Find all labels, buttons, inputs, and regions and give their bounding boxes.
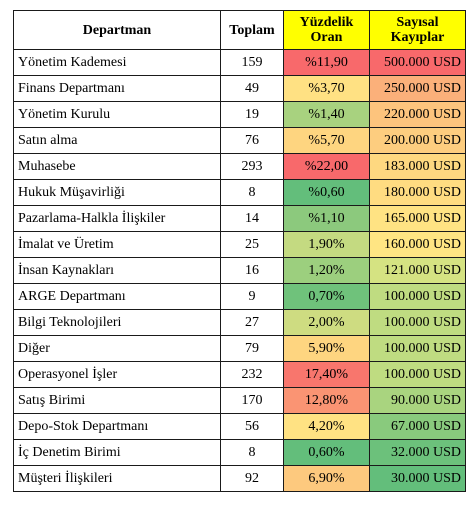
table-row — [14, 388, 466, 414]
percent-cell: %22,00 — [284, 154, 370, 180]
department-cell: Müşteri İlişkileri — [14, 466, 221, 492]
table-row — [14, 440, 466, 466]
table-row — [14, 232, 466, 258]
total-cell: 8 — [221, 440, 284, 466]
table-row — [14, 50, 466, 76]
department-cell: İç Denetim Birimi — [14, 440, 221, 466]
header-loss-line1: Sayısal — [396, 15, 439, 30]
department-loss-table — [13, 10, 466, 492]
loss-cell: 100.000 USD — [370, 362, 466, 388]
header-loss-line2: Kayıplar — [390, 30, 445, 45]
loss-cell: 90.000 USD — [370, 388, 466, 414]
department-cell: Operasyonel İşler — [14, 362, 221, 388]
table-row — [14, 466, 466, 492]
table-row — [14, 102, 466, 128]
loss-cell: 67.000 USD — [370, 414, 466, 440]
department-cell: Bilgi Teknolojileri — [14, 310, 221, 336]
percent-cell: 17,40% — [284, 362, 370, 388]
percent-cell: %11,90 — [284, 50, 370, 76]
department-cell: İnsan Kaynakları — [14, 258, 221, 284]
percent-cell: 1,20% — [284, 258, 370, 284]
total-cell: 25 — [221, 232, 284, 258]
loss-cell: 121.000 USD — [370, 258, 466, 284]
department-cell: Yönetim Kademesi — [14, 50, 221, 76]
total-cell: 92 — [221, 466, 284, 492]
header-loss — [370, 11, 466, 50]
department-cell: Satın alma — [14, 128, 221, 154]
department-cell: Muhasebe — [14, 154, 221, 180]
table-row — [14, 154, 466, 180]
loss-cell: 220.000 USD — [370, 102, 466, 128]
total-cell: 49 — [221, 76, 284, 102]
percent-cell: 0,70% — [284, 284, 370, 310]
total-cell: 293 — [221, 154, 284, 180]
department-cell: İmalat ve Üretim — [14, 232, 221, 258]
percent-cell: 4,20% — [284, 414, 370, 440]
total-cell: 8 — [221, 180, 284, 206]
department-cell: Pazarlama-Halkla İlişkiler — [14, 206, 221, 232]
department-cell: Yönetim Kurulu — [14, 102, 221, 128]
percent-cell: 6,90% — [284, 466, 370, 492]
loss-cell: 32.000 USD — [370, 440, 466, 466]
department-cell: ARGE Departmanı — [14, 284, 221, 310]
percent-cell: %5,70 — [284, 128, 370, 154]
total-cell: 19 — [221, 102, 284, 128]
table-row — [14, 206, 466, 232]
percent-cell: %1,40 — [284, 102, 370, 128]
loss-cell: 180.000 USD — [370, 180, 466, 206]
loss-cell: 160.000 USD — [370, 232, 466, 258]
department-cell: Satış Birimi — [14, 388, 221, 414]
total-cell: 232 — [221, 362, 284, 388]
percent-cell: 1,90% — [284, 232, 370, 258]
percent-cell: 12,80% — [284, 388, 370, 414]
department-cell: Depo-Stok Departmanı — [14, 414, 221, 440]
percent-cell: %1,10 — [284, 206, 370, 232]
total-cell: 14 — [221, 206, 284, 232]
loss-cell: 500.000 USD — [370, 50, 466, 76]
total-cell: 56 — [221, 414, 284, 440]
loss-cell: 100.000 USD — [370, 336, 466, 362]
department-cell: Hukuk Müşavirliği — [14, 180, 221, 206]
table-row — [14, 336, 466, 362]
header-total: Toplam — [221, 11, 284, 50]
table-header-row — [14, 11, 466, 50]
table-row — [14, 76, 466, 102]
header-percent-line1: Yüzdelik — [299, 15, 354, 30]
loss-cell: 30.000 USD — [370, 466, 466, 492]
percent-cell: %3,70 — [284, 76, 370, 102]
percent-cell: 0,60% — [284, 440, 370, 466]
table-row — [14, 310, 466, 336]
header-department: Departman — [14, 11, 221, 50]
table-row — [14, 128, 466, 154]
total-cell: 9 — [221, 284, 284, 310]
loss-cell: 183.000 USD — [370, 154, 466, 180]
table-row — [14, 180, 466, 206]
percent-cell: %0,60 — [284, 180, 370, 206]
loss-cell: 200.000 USD — [370, 128, 466, 154]
loss-cell: 100.000 USD — [370, 310, 466, 336]
table-body — [14, 50, 466, 492]
total-cell: 79 — [221, 336, 284, 362]
total-cell: 159 — [221, 50, 284, 76]
department-cell: Finans Departmanı — [14, 76, 221, 102]
percent-cell: 5,90% — [284, 336, 370, 362]
loss-cell: 100.000 USD — [370, 284, 466, 310]
loss-cell: 165.000 USD — [370, 206, 466, 232]
table-row — [14, 362, 466, 388]
total-cell: 76 — [221, 128, 284, 154]
table-row — [14, 258, 466, 284]
total-cell: 27 — [221, 310, 284, 336]
table-row — [14, 284, 466, 310]
table-row — [14, 414, 466, 440]
total-cell: 16 — [221, 258, 284, 284]
total-cell: 170 — [221, 388, 284, 414]
percent-cell: 2,00% — [284, 310, 370, 336]
header-percent — [284, 11, 370, 50]
loss-cell: 250.000 USD — [370, 76, 466, 102]
header-percent-line2: Oran — [310, 30, 343, 45]
department-cell: Diğer — [14, 336, 221, 362]
